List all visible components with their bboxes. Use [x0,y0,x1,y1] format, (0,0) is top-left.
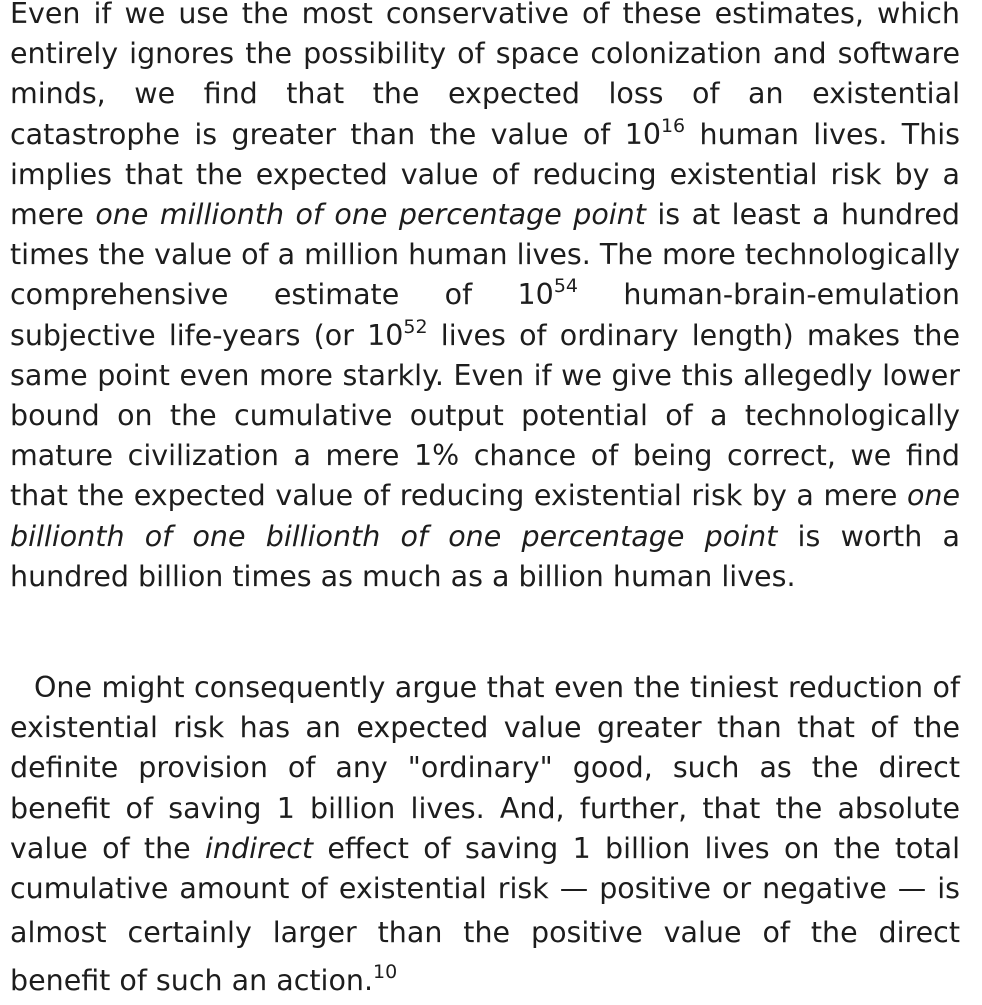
paragraph-1-text-3: is at least a hundred times the value of a million human lives. The more technologically comprehensive estimate of 10 [10,198,960,312]
paragraph-2-text-1: One might consequently argue that even the tiniest reduction of existential risk has an expected value greater than that of the definite provision of any "ordinary" good, such as the direct benefit of saving 1 billion lives. And, further, that the absolute value of the [10,671,960,865]
emphasis-one-millionth: one millionth of one percentage point [95,198,646,232]
footnote-marker-10[interactable]: 10 [373,961,398,984]
emphasis-one-billionth: one billionth of one billionth of one percentage point [10,479,960,553]
paragraph-1-text-2: human lives. This implies that the expected value of reducing existential risk by a mere [10,117,961,232]
exponent-52: 52 [403,315,428,338]
paragraph-2 [10,668,960,1005]
exponent-54: 54 [553,275,578,298]
paragraph-1 [10,0,960,597]
paragraph-2-text-3: positive value of the direct benefit of such an action. [10,916,960,998]
paragraph-1-text-5: lives of ordinary length) makes the same point even more starkly. Even if we give this allegedly lower bound on the cumulative output potential of a technologically mature civilization a mere 1% chance of being correct, we find that the expected value of reducing existential risk by a mere [10,318,960,513]
paragraph-1-text-4: human-brain-emulation subjective life-years (or 10 [10,278,960,352]
paragraph-1-text-1: Even if we use the most conservative of these estimates, which entirely ignores the possibility of space colonization and software minds, we find that the expected loss of an existential catastrophe is greater than the value of 10 [10,0,960,151]
paragraph-2-text-2: effect of saving 1 billion lives on the total cumulative amount of existential risk — positive or negative — is almost certainly larger than the [10,831,960,950]
emphasis-indirect: indirect [205,831,314,865]
paragraph-1-text-6: is worth a hundred billion times as much as a billion human lives. [10,519,960,593]
exponent-16: 16 [660,114,686,137]
